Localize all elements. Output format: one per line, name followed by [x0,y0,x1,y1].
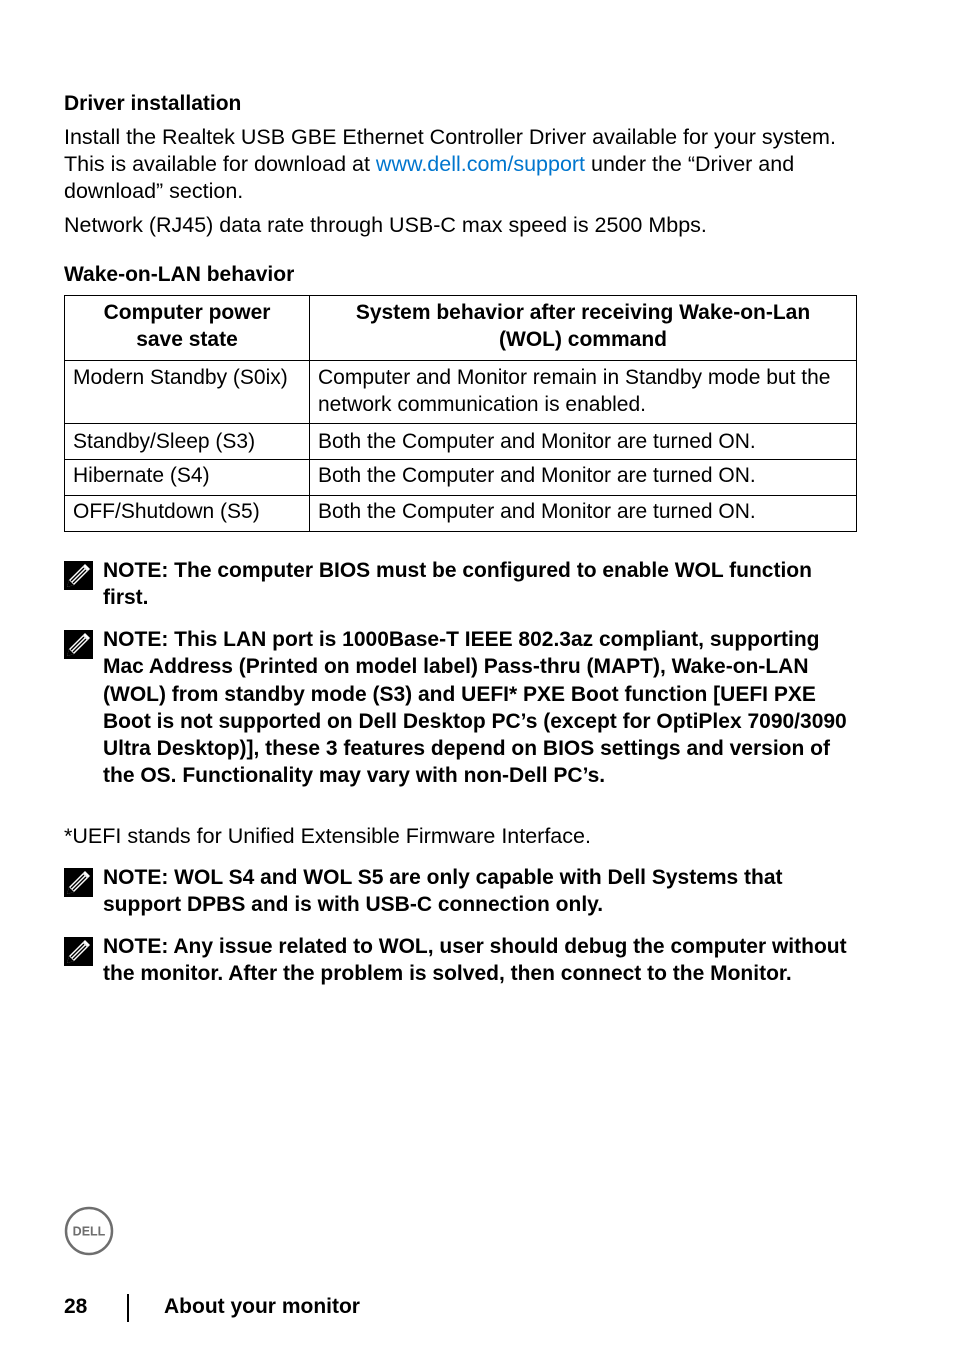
wol-heading: Wake-on-LAN behavior [64,263,295,286]
dell-logo-text: DELL [72,1224,106,1239]
table-cell-behavior: Computer and Monitor remain in Standby mode but the network communication is enabled. [310,361,857,424]
note-wol-s4-s5 [64,864,856,919]
note-text: NOTE: The computer BIOS must be configured to enable WOL function first. [103,559,812,610]
driver-heading: Driver installation [64,92,242,115]
table-cell-behavior: Both the Computer and Monitor are turned ON. [310,496,857,532]
table-row [65,496,857,532]
header-power-state-text: Computer power save state [103,301,271,351]
pencil-note-icon [64,937,93,966]
driver-line-2 [64,151,864,178]
page-number: 28 [64,1295,88,1318]
driver-paragraph [64,124,864,205]
table-cell-state: OFF/Shutdown (S5) [65,496,310,532]
pencil-note-icon [64,868,93,897]
support-link[interactable]: www.dell.com/support [375,152,586,176]
footer-divider [127,1294,129,1322]
pencil-note-icon [64,561,93,590]
driver-line-2-pre: This is available for download at [64,152,376,176]
table-cell-behavior: Both the Computer and Monitor are turned ON. [310,460,857,496]
note-wol-debug [64,933,856,988]
table-cell-state: Hibernate (S4) [65,460,310,496]
header-system-behavior-text: System behavior after receiving Wake-on-Lan (WOL) command [355,301,811,351]
driver-line-3: download” section. [64,179,244,203]
data-rate-text: Network (RJ45) data rate through USB-C max speed is 2500 Mbps. [64,213,707,237]
header-power-state [65,296,310,361]
uefi-footnote: *UEFI stands for Unified Extensible Firmware Interface. [64,824,591,848]
table-row [65,460,857,496]
table-row [65,424,857,460]
dell-logo-graphic [64,1206,114,1256]
note-bios [64,557,856,612]
note-text: NOTE: Any issue related to WOL, user should debug the computer without the monitor. After the problem is solved, then connect to the Monitor. [103,935,847,986]
header-system-behavior [310,296,857,361]
table-row [65,361,857,424]
wol-table [64,295,857,532]
pencil-note-icon [64,630,93,659]
table-cell-behavior: Both the Computer and Monitor are turned ON. [310,424,857,460]
driver-line-2-post: under the “Driver and [585,152,795,176]
table-cell-state: Standby/Sleep (S3) [65,424,310,460]
note-text: NOTE: WOL S4 and WOL S5 are only capable with Dell Systems that support DPBS and is with USB-C connection only. [103,866,783,917]
section-title: About your monitor [164,1295,360,1318]
note-lan-port [64,626,856,790]
note-text: NOTE: This LAN port is 1000Base-T IEEE 802.3az compliant, supporting Mac Address (Printed on model label) Pass-thru (MAPT), Wake-on-LAN (WOL) from standby mode (S3) and UEFI* PXE Boot function [UEFI PXE Boot is not supported on Dell Desktop PC’s (except for OptiPlex 7090/3090 Ultra Desktop)], these 3 features depend on BIOS settings and version of the OS. Functionality may vary with non-Dell PC’s. [103,628,847,788]
table-cell-state: Modern Standby (S0ix) [65,361,310,424]
dell-logo-icon [64,1206,114,1256]
driver-line-1: Install the Realtek USB GBE Ethernet Controller Driver available for your system. [64,125,836,149]
table-header-row [65,296,857,361]
